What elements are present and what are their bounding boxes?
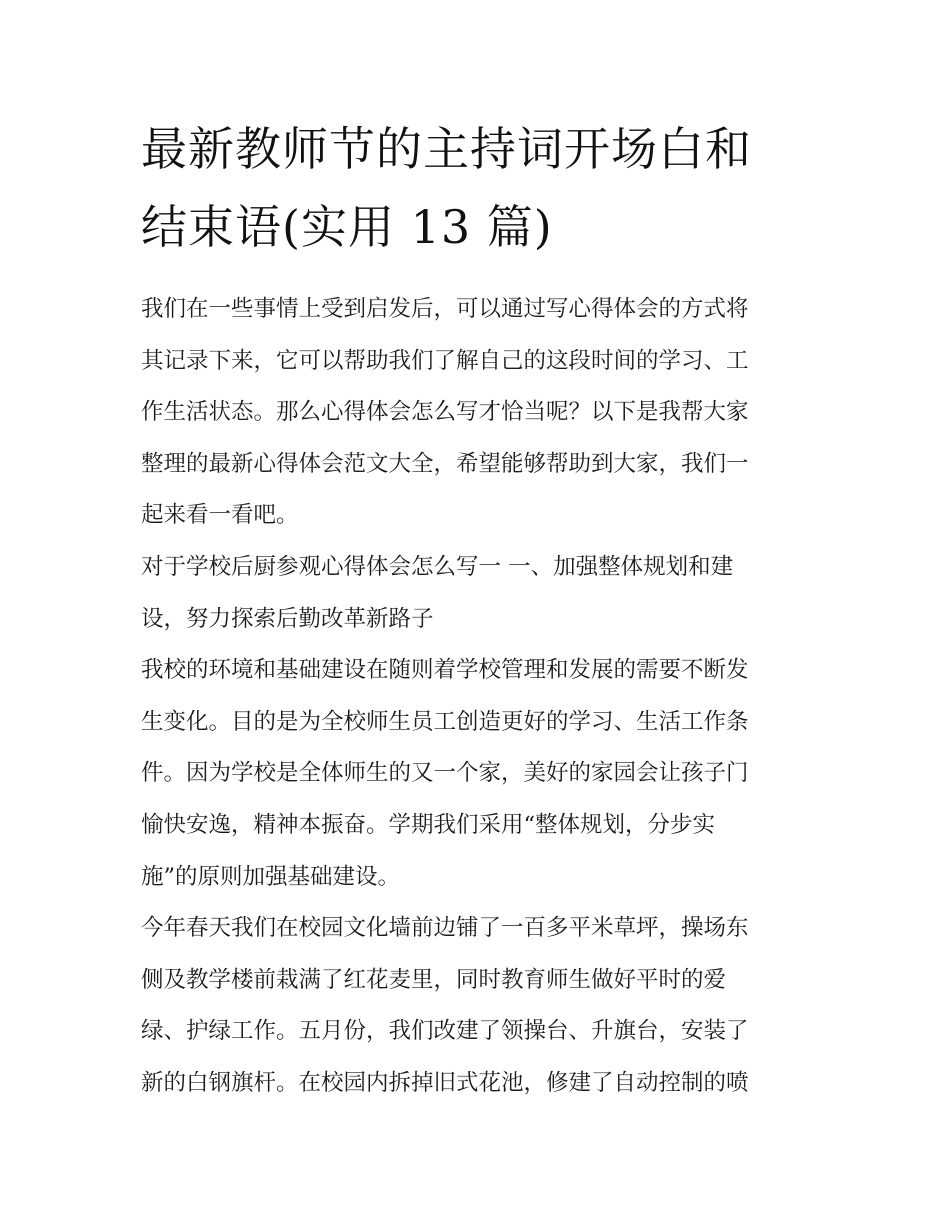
text-line: 生变化。目的是为全校师生员工创造更好的学习、生活工作条 [141,708,749,735]
document-content [141,110,813,1110]
text-line: 我校的环境和基础建设在随则着学校管理和发展的需要不断发 [141,657,749,684]
title-line-1: 最新教师节的主持词开场白和 [141,122,752,176]
text-line: 新的白钢旗杆。在校园内拆掉旧式花池，修建了自动控制的喷 [141,1069,749,1096]
title-line-2: 结束语(实用 13 篇) [141,200,553,254]
paragraph-heading-1 [141,542,813,645]
text-line: 绿、护绿工作。五月份，我们改建了领操台、升旗台，安装了 [141,1018,749,1045]
text-line: 作生活状态。那么心得体会怎么写才恰当呢？以下是我帮大家 [141,399,749,426]
paragraph-environment [141,645,813,903]
text-line: 其记录下来，它可以帮助我们了解自己的这段时间的学习、工 [141,347,749,374]
text-line: 起来看一看吧。 [141,502,299,529]
text-line: 今年春天我们在校园文化墙前边铺了一百多平米草坪，操场东 [141,915,749,942]
text-line: 侧及教学楼前栽满了红花麦里，同时教育师生做好平时的爱 [141,966,727,993]
paragraph-spring [141,903,813,1109]
text-line: 对于学校后厨参观心得体会怎么写一 一、加强整体规划和建 [141,553,734,580]
document-title [141,110,813,266]
text-line: 我们在一些事情上受到启发后，可以通过写心得体会的方式将 [141,296,749,322]
text-line: 愉快安逸，精神本振奋。学期我们采用“整体规划，分步实 [141,811,716,838]
text-line: 整理的最新心得体会范文大全，希望能够帮助到大家，我们一 [141,450,749,477]
text-line: 设，努力探索后勤改革新路子 [141,605,434,632]
text-line: 施”的原则加强基础建设。 [141,863,401,890]
text-line: 件。因为学校是全体师生的又一个家，美好的家园会让孩子门 [141,760,749,787]
paragraph-intro [141,284,813,542]
